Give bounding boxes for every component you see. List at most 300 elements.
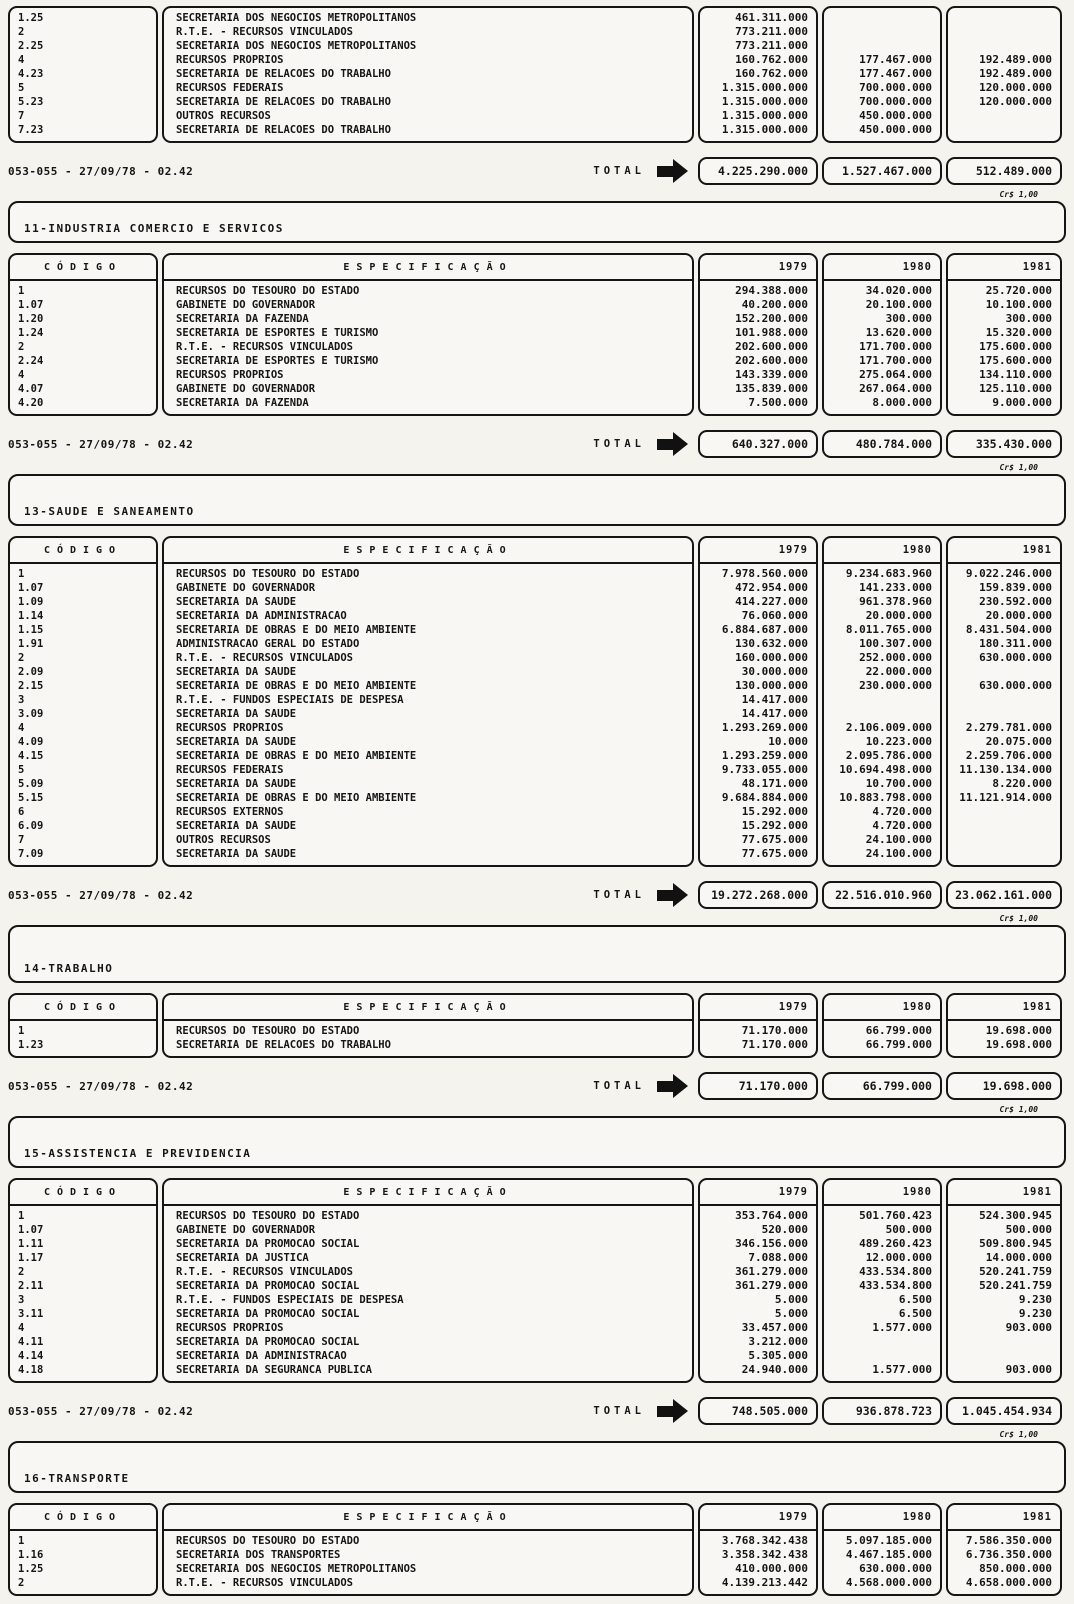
year-column-1981 — [946, 1178, 1062, 1383]
table-cell: 4 — [18, 1322, 25, 1334]
table-cell: SECRETARIA DE RELACOES DO TRABALHO — [176, 96, 391, 108]
especificacao-column — [162, 993, 694, 1058]
year-column-1979 — [698, 993, 818, 1058]
total-row — [8, 157, 1066, 185]
table-cell: SECRETARIA DOS NEGOCIOS METROPOLITANOS — [176, 1563, 417, 1575]
total-value-1979: 748.505.000 — [698, 1397, 818, 1425]
table-cell: 48.171.000 — [741, 777, 808, 790]
table-cell: 152.200.000 — [735, 312, 808, 325]
table-cell: 3.768.342.438 — [721, 1534, 808, 1547]
year-header-1980: 1980 — [824, 995, 940, 1021]
table-cell: RECURSOS PROPRIOS — [176, 722, 284, 734]
table-cell: 1.17 — [18, 1252, 44, 1264]
total-label-group — [593, 883, 688, 907]
section-title-band — [8, 1116, 1066, 1168]
table-cell: SECRETARIA DE OBRAS E DO MEIO AMBIENTE — [176, 750, 417, 762]
year-column-1980 — [822, 6, 942, 143]
especificacao-cells — [164, 1209, 692, 1377]
year-column-1979 — [698, 253, 818, 416]
table-cell: 120.000.000 — [979, 81, 1052, 94]
year-header-1979: 1979 — [700, 1180, 816, 1206]
scanned-budget-document — [8, 6, 1066, 1596]
table-cell: 7.23 — [18, 124, 44, 136]
table-cell — [948, 39, 1060, 53]
table-cell: 12.000.000 — [865, 1251, 932, 1264]
budget-section — [8, 474, 1066, 923]
table-cell: 171.700.000 — [859, 354, 932, 367]
report-code: 053-055 - 27/09/78 - 02.42 — [8, 164, 194, 178]
table-cell — [824, 39, 940, 53]
especificacao-cells — [164, 1534, 692, 1590]
table-cell: SECRETARIA DA PROMOCAO SOCIAL — [176, 1238, 360, 1250]
table-cell: 11.121.914.000 — [959, 791, 1052, 804]
total-value-1980: 480.784.000 — [822, 430, 942, 458]
table-cell: 773.211.000 — [735, 25, 808, 38]
table-cell: 700.000.000 — [859, 95, 932, 108]
table-cell: 1.25 — [18, 12, 44, 24]
table-cell: SECRETARIA DOS NEGOCIOS METROPOLITANOS — [176, 12, 417, 24]
table-cell: 361.279.000 — [735, 1279, 808, 1292]
table-cell — [948, 707, 1060, 721]
table-cell: 1.315.000.000 — [721, 123, 808, 136]
table-cell: 134.110.000 — [979, 368, 1052, 381]
total-row-left — [8, 432, 694, 456]
section-title: 13-SAUDE E SANEAMENTO — [24, 505, 195, 518]
table-cell: 2 — [18, 1266, 25, 1278]
table-cell: 14.000.000 — [985, 1251, 1052, 1264]
especificacao-header: ESPECIFICAÇÃO — [164, 995, 692, 1021]
especificacao-header: ESPECIFICAÇÃO — [164, 1180, 692, 1206]
values-1979 — [700, 11, 816, 137]
table-cell: 3.11 — [18, 1308, 44, 1320]
total-label-group — [593, 159, 688, 183]
budget-section — [8, 201, 1066, 472]
values-1981 — [948, 284, 1060, 410]
table-cell: 1 — [18, 568, 25, 580]
table-cell — [948, 833, 1060, 847]
table-cell: 903.000 — [1005, 1321, 1052, 1334]
table-cell: 520.000 — [761, 1223, 808, 1236]
table-cell: 4.14 — [18, 1350, 44, 1362]
report-code: 053-055 - 27/09/78 - 02.42 — [8, 437, 194, 451]
total-label: TOTAL — [593, 1080, 645, 1092]
table-cell: RECURSOS DO TESOURO DO ESTADO — [176, 1535, 360, 1547]
budget-table — [8, 993, 1066, 1058]
especificacao-cells — [164, 1024, 692, 1052]
codigo-cells — [10, 284, 156, 410]
total-value-1979: 19.272.268.000 — [698, 881, 818, 909]
table-cell: 13.620.000 — [865, 326, 932, 339]
budget-table — [8, 1178, 1066, 1383]
table-cell: 9.000.000 — [992, 396, 1052, 409]
values-1979 — [700, 1209, 816, 1377]
table-cell: 24.940.000 — [741, 1363, 808, 1376]
table-cell — [948, 819, 1060, 833]
total-value-1980: 22.516.010.960 — [822, 881, 942, 909]
codigo-column — [8, 253, 158, 416]
year-header-1981: 1981 — [948, 255, 1060, 281]
table-cell: 14.417.000 — [741, 707, 808, 720]
table-cell: 24.100.000 — [865, 833, 932, 846]
table-cell: SECRETARIA DOS TRANSPORTES — [176, 1549, 341, 1561]
budget-section — [8, 6, 1066, 199]
table-cell: 20.000.000 — [985, 609, 1052, 622]
table-cell: 361.279.000 — [735, 1265, 808, 1278]
total-label-group — [593, 1074, 688, 1098]
especificacao-cells — [164, 567, 692, 861]
table-cell: 10.000 — [768, 735, 808, 748]
table-cell: 143.339.000 — [735, 368, 808, 381]
table-cell: SECRETARIA DA FAZENDA — [176, 313, 309, 325]
especificacao-column — [162, 536, 694, 867]
year-column-1980 — [822, 1503, 942, 1596]
table-cell: 300.000 — [1005, 312, 1052, 325]
table-cell: 19.698.000 — [985, 1038, 1052, 1051]
table-cell: 33.457.000 — [741, 1321, 808, 1334]
table-cell: 520.241.759 — [979, 1265, 1052, 1278]
especificacao-header: ESPECIFICAÇÃO — [164, 1505, 692, 1531]
table-cell: SECRETARIA DA SAUDE — [176, 736, 297, 748]
table-cell: 130.632.000 — [735, 637, 808, 650]
table-cell: 160.000.000 — [735, 651, 808, 664]
table-cell: 4.139.213.442 — [721, 1576, 808, 1589]
table-cell — [824, 1349, 940, 1363]
budget-section — [8, 925, 1066, 1114]
table-cell: 230.000.000 — [859, 679, 932, 692]
table-cell: 9.022.246.000 — [965, 567, 1052, 580]
arrow-right-icon — [657, 883, 688, 907]
total-value-1980: 936.878.723 — [822, 1397, 942, 1425]
table-cell: 5.305.000 — [748, 1349, 808, 1362]
values-1980 — [824, 1024, 940, 1052]
table-cell — [948, 11, 1060, 25]
values-1980 — [824, 567, 940, 861]
year-column-1981 — [946, 536, 1062, 867]
table-cell: 1.91 — [18, 638, 44, 650]
total-row — [8, 1072, 1066, 1100]
table-cell: 19.698.000 — [985, 1024, 1052, 1037]
table-cell: 100.307.000 — [859, 637, 932, 650]
table-cell: SECRETARIA DOS NEGOCIOS METROPOLITANOS — [176, 40, 417, 52]
budget-table — [8, 6, 1066, 143]
table-cell: RECURSOS DO TESOURO DO ESTADO — [176, 1025, 360, 1037]
table-cell — [824, 693, 940, 707]
table-cell: R.T.E. - RECURSOS VINCULADOS — [176, 26, 354, 38]
table-cell: 177.467.000 — [859, 53, 932, 66]
table-cell: 5 — [18, 764, 25, 776]
table-cell: 5.09 — [18, 778, 44, 790]
table-cell: 15.320.000 — [985, 326, 1052, 339]
table-cell: 230.592.000 — [979, 595, 1052, 608]
values-1981 — [948, 11, 1060, 137]
table-cell: 6.500 — [898, 1293, 932, 1306]
table-cell: 8.431.504.000 — [965, 623, 1052, 636]
table-cell: SECRETARIA DA PROMOCAO SOCIAL — [176, 1308, 360, 1320]
table-cell: 2 — [18, 26, 25, 38]
table-cell — [824, 11, 940, 25]
table-cell: 160.762.000 — [735, 53, 808, 66]
table-cell: 175.600.000 — [979, 354, 1052, 367]
year-column-1980 — [822, 993, 942, 1058]
values-1980 — [824, 1534, 940, 1590]
table-cell: 850.000.000 — [979, 1562, 1052, 1575]
codigo-column — [8, 6, 158, 143]
table-cell: 1.07 — [18, 582, 44, 594]
table-cell: 903.000 — [1005, 1363, 1052, 1376]
year-column-1979 — [698, 1503, 818, 1596]
table-cell: 202.600.000 — [735, 354, 808, 367]
year-header-1980: 1980 — [824, 255, 940, 281]
total-row — [8, 1397, 1066, 1425]
table-cell: RECURSOS DO TESOURO DO ESTADO — [176, 568, 360, 580]
table-cell: RECURSOS PROPRIOS — [176, 54, 284, 66]
table-cell: 1 — [18, 1210, 25, 1222]
codigo-header: CÓDIGO — [10, 538, 156, 564]
table-cell: SECRETARIA DA JUSTICA — [176, 1252, 309, 1264]
table-cell: 630.000.000 — [979, 679, 1052, 692]
table-cell: 34.020.000 — [865, 284, 932, 297]
table-cell: 5.23 — [18, 96, 44, 108]
table-cell: 5 — [18, 82, 25, 94]
total-value-1981: 512.489.000 — [946, 157, 1062, 185]
values-1980 — [824, 284, 940, 410]
table-cell: 120.000.000 — [979, 95, 1052, 108]
table-cell: 300.000 — [885, 312, 932, 325]
year-column-1981 — [946, 1503, 1062, 1596]
table-cell: 275.064.000 — [859, 368, 932, 381]
values-1981 — [948, 1209, 1060, 1377]
table-cell: 5.000 — [774, 1293, 808, 1306]
table-cell: 14.417.000 — [741, 693, 808, 706]
year-header-1979: 1979 — [700, 538, 816, 564]
table-cell: 1.315.000.000 — [721, 81, 808, 94]
especificacao-header: ESPECIFICAÇÃO — [164, 538, 692, 564]
table-cell: SECRETARIA DA FAZENDA — [176, 397, 309, 409]
currency-note: Cr$ 1,00 — [999, 463, 1038, 472]
values-1981 — [948, 1534, 1060, 1590]
table-cell: 1 — [18, 1535, 25, 1547]
table-cell: 1.24 — [18, 327, 44, 339]
table-cell: 10.700.000 — [865, 777, 932, 790]
table-cell — [948, 1349, 1060, 1363]
table-cell: 4.09 — [18, 736, 44, 748]
year-header-1979: 1979 — [700, 995, 816, 1021]
table-cell: SECRETARIA DE RELACOES DO TRABALHO — [176, 68, 391, 80]
arrow-right-icon — [657, 432, 688, 456]
table-cell: 773.211.000 — [735, 39, 808, 52]
table-cell: 22.000.000 — [865, 665, 932, 678]
table-cell: 8.220.000 — [992, 777, 1052, 790]
codigo-column — [8, 993, 158, 1058]
section-title: 11-INDUSTRIA COMERCIO E SERVICOS — [24, 222, 284, 235]
year-column-1979 — [698, 1178, 818, 1383]
total-row-left — [8, 883, 694, 907]
table-cell — [824, 707, 940, 721]
codigo-cells — [10, 567, 156, 861]
table-cell: 433.534.800 — [859, 1265, 932, 1278]
table-cell: 3.212.000 — [748, 1335, 808, 1348]
table-cell: RECURSOS FEDERAIS — [176, 764, 284, 776]
table-cell: 1.14 — [18, 610, 44, 622]
table-cell — [948, 665, 1060, 679]
table-cell — [824, 1335, 940, 1349]
codigo-cells — [10, 1209, 156, 1377]
total-value-1979: 71.170.000 — [698, 1072, 818, 1100]
especificacao-column — [162, 1178, 694, 1383]
table-cell — [948, 109, 1060, 123]
values-1981 — [948, 567, 1060, 861]
table-cell: 2 — [18, 652, 25, 664]
table-cell: 141.233.000 — [859, 581, 932, 594]
table-cell: R.T.E. - FUNDOS ESPECIAIS DE DESPESA — [176, 1294, 404, 1306]
table-cell: RECURSOS PROPRIOS — [176, 1322, 284, 1334]
table-cell: SECRETARIA DE RELACOES DO TRABALHO — [176, 124, 391, 136]
table-cell: 40.200.000 — [741, 298, 808, 311]
table-cell: 2.24 — [18, 355, 44, 367]
table-cell: 4.720.000 — [872, 819, 932, 832]
table-cell: 1 — [18, 1025, 25, 1037]
total-label: TOTAL — [593, 1405, 645, 1417]
table-cell: 1.315.000.000 — [721, 109, 808, 122]
table-cell: 77.675.000 — [741, 847, 808, 860]
table-cell — [948, 693, 1060, 707]
table-cell: 450.000.000 — [859, 109, 932, 122]
table-cell: 66.799.000 — [865, 1038, 932, 1051]
table-cell: 1.07 — [18, 1224, 44, 1236]
table-cell: 1.15 — [18, 624, 44, 636]
table-cell: 472.954.000 — [735, 581, 808, 594]
values-1981 — [948, 1024, 1060, 1052]
table-cell: 5.097.185.000 — [845, 1534, 932, 1547]
table-cell: 180.311.000 — [979, 637, 1052, 650]
table-cell — [948, 1335, 1060, 1349]
section-title-band — [8, 474, 1066, 526]
table-cell: 159.839.000 — [979, 581, 1052, 594]
table-cell: 4.568.000.000 — [845, 1576, 932, 1589]
table-cell: 7 — [18, 834, 25, 846]
table-cell: ADMINISTRACAO GERAL DO ESTADO — [176, 638, 360, 650]
codigo-header: CÓDIGO — [10, 1180, 156, 1206]
table-cell: 2.106.009.000 — [845, 721, 932, 734]
table-cell: 8.011.765.000 — [845, 623, 932, 636]
total-label-group — [593, 1399, 688, 1423]
table-cell: 66.799.000 — [865, 1024, 932, 1037]
table-cell: 71.170.000 — [741, 1038, 808, 1051]
especificacao-header: ESPECIFICAÇÃO — [164, 255, 692, 281]
table-cell: 10.883.798.000 — [839, 791, 932, 804]
table-cell: 1.315.000.000 — [721, 95, 808, 108]
table-cell: R.T.E. - FUNDOS ESPECIAIS DE DESPESA — [176, 694, 404, 706]
table-cell: SECRETARIA DA PROMOCAO SOCIAL — [176, 1336, 360, 1348]
table-cell: 2.279.781.000 — [965, 721, 1052, 734]
table-cell: 10.223.000 — [865, 735, 932, 748]
table-cell: SECRETARIA DA SAUDE — [176, 708, 297, 720]
section-title-band — [8, 925, 1066, 983]
table-cell: 4.11 — [18, 1336, 44, 1348]
year-header-1981: 1981 — [948, 538, 1060, 564]
year-column-1981 — [946, 993, 1062, 1058]
table-cell: 2.25 — [18, 40, 44, 52]
table-cell: 524.300.945 — [979, 1209, 1052, 1222]
table-cell: 450.000.000 — [859, 123, 932, 136]
especificacao-cells — [164, 11, 692, 137]
year-column-1981 — [946, 253, 1062, 416]
table-cell: 192.489.000 — [979, 53, 1052, 66]
values-1979 — [700, 1534, 816, 1590]
table-cell: SECRETARIA DA ADMINISTRACAO — [176, 1350, 347, 1362]
codigo-column — [8, 1503, 158, 1596]
table-cell: 15.292.000 — [741, 819, 808, 832]
table-cell: 20.000.000 — [865, 609, 932, 622]
table-cell: 160.762.000 — [735, 67, 808, 80]
table-cell: 1.11 — [18, 1238, 44, 1250]
section-title: 15-ASSISTENCIA E PREVIDENCIA — [24, 1147, 252, 1160]
table-cell: 433.534.800 — [859, 1279, 932, 1292]
table-cell: 2.095.786.000 — [845, 749, 932, 762]
values-1979 — [700, 284, 816, 410]
arrow-right-icon — [657, 1399, 688, 1423]
table-cell: 130.000.000 — [735, 679, 808, 692]
table-cell: 294.388.000 — [735, 284, 808, 297]
table-cell: 177.467.000 — [859, 67, 932, 80]
table-cell: 2.09 — [18, 666, 44, 678]
table-cell: 461.311.000 — [735, 11, 808, 24]
table-cell: 7.09 — [18, 848, 44, 860]
table-cell: 1.577.000 — [872, 1321, 932, 1334]
table-cell: 7.500.000 — [748, 396, 808, 409]
table-cell: GABINETE DO GOVERNADOR — [176, 299, 316, 311]
budget-section — [8, 1116, 1066, 1439]
table-cell: 125.110.000 — [979, 382, 1052, 395]
table-cell: 410.000.000 — [735, 1562, 808, 1575]
values-1980 — [824, 1209, 940, 1377]
table-cell: 4.20 — [18, 397, 44, 409]
arrow-right-icon — [657, 1074, 688, 1098]
table-cell: 6.736.350.000 — [965, 1548, 1052, 1561]
table-cell: SECRETARIA DE ESPORTES E TURISMO — [176, 355, 379, 367]
table-cell: 7.978.560.000 — [721, 567, 808, 580]
table-cell: 4.658.000.000 — [965, 1576, 1052, 1589]
table-cell: 8.000.000 — [872, 396, 932, 409]
table-cell — [948, 25, 1060, 39]
table-cell: R.T.E. - RECURSOS VINCULADOS — [176, 652, 354, 664]
table-cell: 9.230 — [1018, 1307, 1052, 1320]
table-cell: RECURSOS PROPRIOS — [176, 369, 284, 381]
table-cell: SECRETARIA DE ESPORTES E TURISMO — [176, 327, 379, 339]
budget-table — [8, 1503, 1066, 1596]
total-label: TOTAL — [593, 165, 645, 177]
currency-note: Cr$ 1,00 — [999, 190, 1038, 199]
table-cell: 414.227.000 — [735, 595, 808, 608]
table-cell: 9.733.055.000 — [721, 763, 808, 776]
table-cell: 20.075.000 — [985, 735, 1052, 748]
table-cell: 71.170.000 — [741, 1024, 808, 1037]
arrow-right-icon — [657, 159, 688, 183]
table-cell: SECRETARIA DA SAUDE — [176, 596, 297, 608]
table-cell: 6.500 — [898, 1307, 932, 1320]
table-cell: GABINETE DO GOVERNADOR — [176, 1224, 316, 1236]
table-cell: 346.156.000 — [735, 1237, 808, 1250]
table-cell: GABINETE DO GOVERNADOR — [176, 582, 316, 594]
report-code: 053-055 - 27/09/78 - 02.42 — [8, 888, 194, 902]
table-cell: 135.839.000 — [735, 382, 808, 395]
table-cell: 4.720.000 — [872, 805, 932, 818]
codigo-header: CÓDIGO — [10, 255, 156, 281]
table-cell — [948, 847, 1060, 861]
table-cell: 10.100.000 — [985, 298, 1052, 311]
table-cell — [948, 123, 1060, 137]
total-row-left — [8, 1074, 694, 1098]
